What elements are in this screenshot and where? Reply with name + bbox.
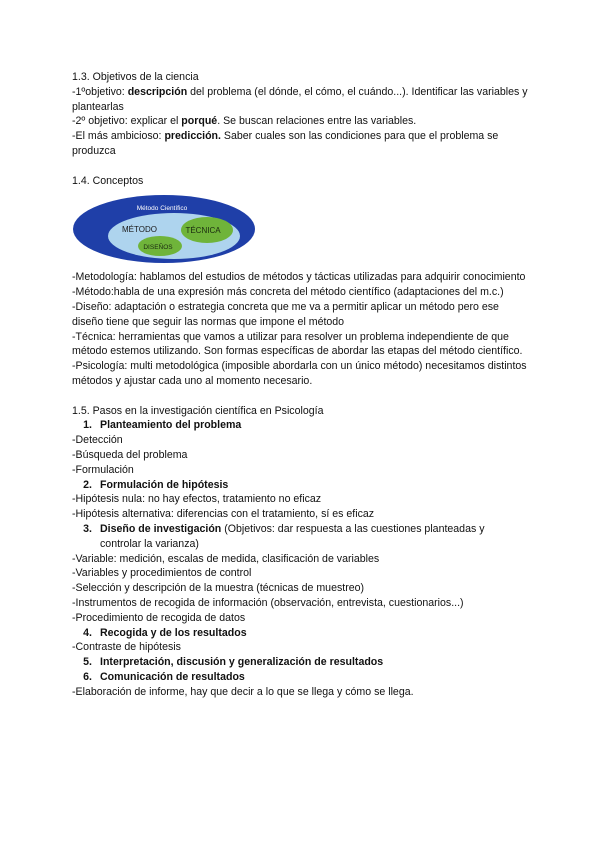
list-item: -Hipótesis nula: no hay efectos, tratamiento no eficaz	[72, 493, 322, 506]
method-concepts-diagram	[72, 194, 256, 264]
definition-psicologia: -Psicología: multi metodológica (imposible abordarla con un único método) necesitamos distintos métodos y ajustar cada uno al momento necesario.	[72, 360, 527, 387]
designs-label: DISEÑOS	[143, 244, 173, 252]
section-heading-1-4: 1.4. Conceptos	[72, 174, 144, 187]
step-2: 2. Formulación de hipótesis	[83, 478, 229, 491]
list-item: -Detección	[72, 434, 123, 447]
list-item: -Elaboración de informe, hay que decir a lo que se llega y cómo se llega.	[72, 685, 414, 698]
section-heading-1-5: 1.5. Pasos en la investigación científica en Psicología	[72, 404, 324, 417]
list-item: -Variable: medición, escalas de medida, clasificación de variables	[72, 552, 380, 565]
step-3-note-continued: controlar la varianza)	[100, 537, 199, 550]
objective-2: -2º objetivo: explicar el porqué. Se buscan relaciones entre las variables.	[72, 115, 417, 128]
document-page	[72, 70, 532, 699]
definition-metodo: -Método:habla de una expresión más concreta del método científico (adaptaciones del m.c.)	[72, 286, 504, 299]
step-1: 1. Planteamiento del problema	[83, 419, 242, 432]
definition-metodologia: -Metodología: hablamos del estudios de métodos y tácticas utilizadas para adquirir conocimiento	[72, 271, 526, 284]
list-item: -Instrumentos de recogida de información (observación, entrevista, cuestionarios...)	[72, 596, 464, 609]
step-4: 4. Recogida y de los resultados	[83, 626, 247, 639]
section-heading-1-3: 1.3. Objetivos de la ciencia	[72, 71, 199, 83]
list-item: -Variables y procedimientos de control	[72, 567, 252, 580]
definition-tecnica: -Técnica: herramientas que vamos a utilizar para resolver un problema independiente de que método estemos utilizando. Son formas específicas de abordar las etapas del método científico.	[72, 330, 523, 358]
definition-diseno: -Diseño: adaptación o estrategia concreta que me va a permitir aplicar un método pero ese diseño tiene que seguir las normas que impone el método	[72, 300, 499, 328]
step-3: 3. Diseño de investigación (Objetivos: dar respuesta a las cuestiones planteadas y	[83, 522, 485, 535]
objective-1: -1ºobjetivo: descripción del problema (el dónde, el cómo, el cuándo...). Identificar las variables y plantearlas	[72, 85, 528, 113]
step-5: 5. Interpretación, discusión y generalización de resultados	[83, 656, 384, 669]
scientific-method-label: Método Científico	[136, 205, 188, 213]
list-item: -Hipótesis alternativa: diferencias con el tratamiento, sí es eficaz	[72, 508, 375, 521]
objective-3: -El más ambicioso: predicción. Saber cuales son las condiciones para que el problema se produzca	[72, 130, 499, 157]
step-6: 6. Comunicación de resultados	[83, 670, 245, 683]
list-item: -Selección y descripción de la muestra (técnicas de muestreo)	[72, 582, 365, 595]
list-item: -Contraste de hipótesis	[72, 641, 181, 654]
technique-label: TÉCNICA	[185, 226, 221, 236]
method-label: MÉTODO	[122, 225, 157, 235]
list-item: -Procedimiento de recogida de datos	[72, 611, 246, 624]
list-item: -Búsqueda del problema	[72, 448, 188, 461]
list-item: -Formulación	[72, 463, 134, 476]
